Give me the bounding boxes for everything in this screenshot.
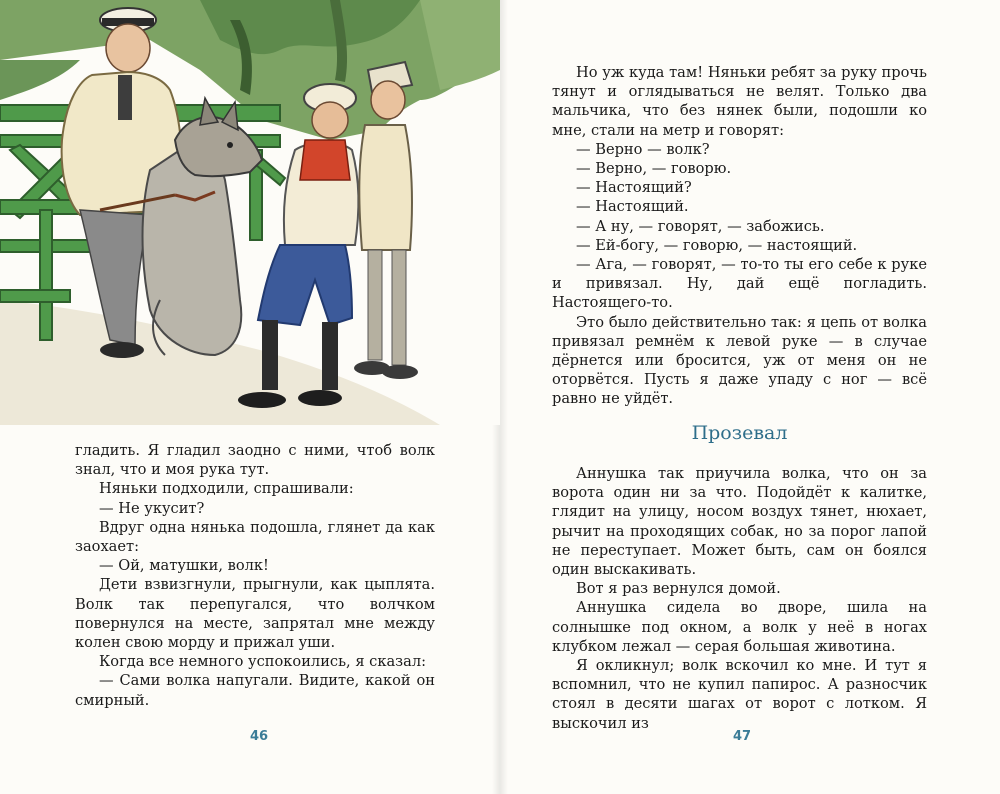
right-page-text-top: [552, 63, 927, 409]
paragraph: Я окликнул; волк вскочил ко мне. И тут я вспомнил, что не купил папирос. А разносчик стоял в десяти шагах от ворот с лотком. Я выскочил из: [552, 657, 927, 732]
paragraph: Аннушка так приучила волка, что он за ворота один ни за что. Подойдёт к калитке, глядит на улицу, носом воздух тянет, нюхает, рычит на проходящих собак, но за порог лапой не переступает. Может быть, сам он боялся один выскакивать.: [552, 465, 927, 579]
chapter-heading: Прозевал: [691, 422, 788, 444]
paragraph: Аннушка сидела во дворе, шила на солнышке под окном, а волк у неё в ногах клубком лежал — серая большая животина.: [552, 599, 927, 655]
paragraph: — Ей-богу, — говорю, — настоящий.: [576, 236, 858, 254]
paragraph: — Ой, матушки, волк!: [99, 557, 269, 575]
paragraph: Дети взвизгнули, прыгнули, как цыплята. Волк так перепугался, что волчком повернулся на месте, запрятал мне между колен свою морду и прижал уши.: [75, 576, 435, 652]
page-number-right: 47: [733, 729, 752, 744]
paragraph: — Настоящий.: [576, 198, 689, 216]
paragraph: — Не укусит?: [99, 499, 205, 517]
left-page-text: [75, 441, 435, 710]
paragraph: Няньки подходили, спрашивали:: [99, 480, 354, 498]
paragraph: Когда все немного успокоились, я сказал:: [99, 653, 427, 671]
paragraph: Вот я раз вернулся домой.: [576, 580, 781, 598]
paragraph: — Сами волка напугали. Видите, какой он смирный.: [75, 672, 435, 709]
paragraph: Вдруг одна нянька подошла, глянет да как заохает:: [75, 518, 435, 556]
paragraph: — Настоящий?: [576, 179, 692, 197]
paragraph: — Ага, — говорят, — то-то ты его себе к руке и привязал. Ну, дай ещё погладить. Настоящего-то.: [552, 256, 927, 312]
paragraph: Это было действительно так: я цепь от волка привязал ремнём к левой руке — в случае дёрнется или бросится, уж от меня он не оторвётся. Пусть я даже упаду с ног — всё равно не уйдёт.: [552, 313, 927, 408]
paragraph: — Верно, — говорю.: [576, 160, 732, 178]
page-number-left: 46: [250, 729, 269, 744]
paragraph: Но уж куда там! Няньки ребят за руку прочь тянут и оглядываться не велят. Только два мальчика, что без нянек были, подошли ко мне, стали на метр и говорят:: [552, 64, 927, 139]
right-page-text-bottom: [552, 464, 927, 733]
paragraph: — Верно — волк?: [576, 140, 710, 158]
paragraph: — А ну, — говорят, — забожись.: [576, 217, 825, 235]
illustration-man-wolf-boys: [0, 0, 500, 425]
paragraph: гладить. Я гладил заодно с ними, чтоб волк знал, что и моя рука тут.: [75, 442, 435, 479]
